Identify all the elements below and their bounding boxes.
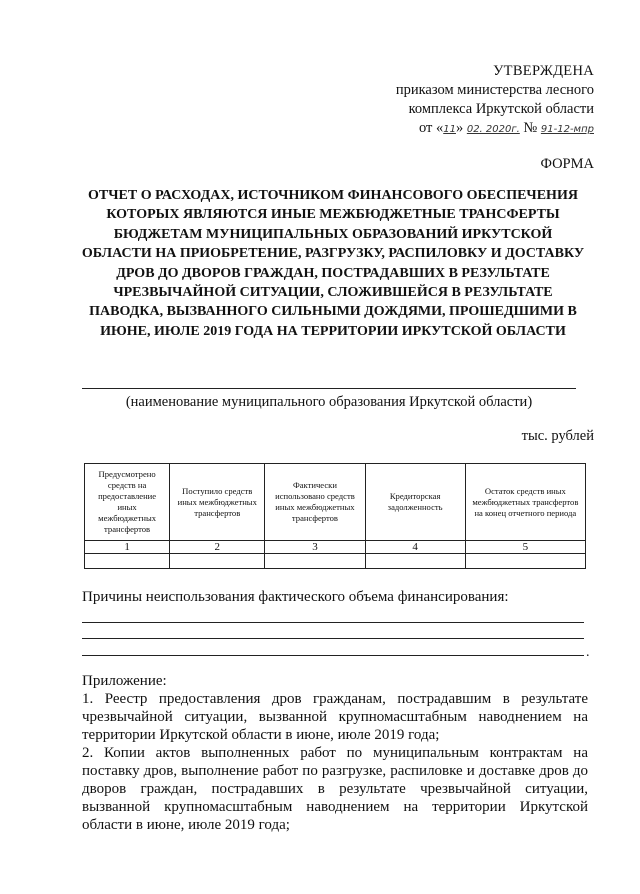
table-cell [85, 554, 170, 569]
col-number-3: 3 [265, 541, 365, 554]
units-label: тыс. рублей [521, 428, 594, 444]
approval-heading: УТВЕРЖДЕНА [493, 63, 594, 79]
appendix-item-1: 1. Реестр предоставления дров гражданам, пострадавшим в результате чрезвычайной ситуации, вызванной крупномасштабным наводнением на территории Иркутской области в июне, июле 2019 года; [82, 691, 588, 743]
reasons-line-2 [82, 638, 584, 639]
appendix-block [82, 672, 588, 834]
table-cell [170, 554, 265, 569]
table-header-row [85, 464, 586, 541]
col-number-5: 5 [465, 541, 585, 554]
approval-line-2: комплекса Иркутской области [408, 101, 594, 117]
approval-block [396, 62, 594, 139]
reasons-end-dot: . [586, 645, 590, 660]
col-header-4: Кредиторская задолженность [365, 464, 465, 541]
document-title: ОТЧЕТ О РАСХОДАХ, ИСТОЧНИКОМ ФИНАНСОВОГО ОБЕСПЕЧЕНИЯ КОТОРЫХ ЯВЛЯЮТСЯ ИНЫЕ МЕЖБЮДЖЕТНЫЕ ТРАНСФЕРТЫ БЮДЖЕТАМ МУНИЦИПАЛЬНЫХ ОБРАЗОВАНИЙ ИРКУТСКОЙ ОБЛАСТИ НА ПРИОБРЕТЕНИЕ, РАЗГРУЗКУ, РАСПИЛОВКУ И ДОСТАВКУ ДРОВ ДО ДВОРОВ ГРАЖДАН, ПОСТРАДАВШИХ В РЕЗУЛЬТАТЕ ЧРЕЗВЫЧАЙНОЙ СИТУАЦИИ, СЛОЖИВШЕЙСЯ В РЕЗУЛЬТАТЕ ПАВОДКА, ВЫЗВАННОГО СИЛЬНЫМИ ДОЖДЯМИ, ПРОШЕДШИМИ В ИЮНЕ, ИЮЛЕ 2019 ГОДА НА ТЕРРИТОРИИ ИРКУТСКОЙ ОБЛАСТИ [81, 188, 585, 339]
appendix-heading: Приложение: [82, 673, 167, 689]
finance-table [84, 463, 586, 569]
col-number-2: 2 [170, 541, 265, 554]
approval-line-1: приказом министерства лесного [395, 82, 594, 98]
reasons-line-1 [82, 622, 584, 623]
table-cell [365, 554, 465, 569]
municipality-name-line [82, 388, 576, 389]
approval-date-line: от «11» 02. 2020г. № 91-12-мпр [418, 120, 594, 136]
table-row [85, 554, 586, 569]
col-header-1: Предусмотрено средств на предоставление иных межбюджетных трансфертов [85, 464, 170, 541]
form-label: ФОРМА [540, 156, 594, 172]
table-cell [265, 554, 365, 569]
col-header-3: Фактически использовано средств иных межбюджетных трансфертов [265, 464, 365, 541]
approval-date-rest: 02. 2020г. [466, 124, 520, 135]
table-cell [465, 554, 585, 569]
approval-number-label: № [523, 120, 538, 136]
approval-number-value: 91-12-мпр [540, 124, 594, 135]
approval-date-day: 11 [443, 124, 456, 135]
reasons-label: Причины неиспользования фактического объема финансирования: [82, 589, 509, 605]
col-header-5: Остаток средств иных межбюджетных трансфертов на конец отчетного периода [465, 464, 585, 541]
appendix-item-2: 2. Копии актов выполненных работ по муниципальным контрактам на поставку дров, выполнение работ по разгрузке, распиловке и доставке дров до дворов граждан, пострадавших в результате чрезвычайной ситуации, вызванной крупномасштабным наводнением на территории Иркутской области в июне, июле 2019 года; [82, 745, 588, 833]
municipality-caption: (наименование муниципального образования Иркутской области) [125, 394, 533, 410]
reasons-line-3 [82, 655, 584, 656]
col-header-2: Поступило средств иных межбюджетных трансфертов [170, 464, 265, 541]
col-number-4: 4 [365, 541, 465, 554]
approval-from-label: от [418, 120, 433, 136]
table-number-row [85, 541, 586, 554]
col-number-1: 1 [85, 541, 170, 554]
